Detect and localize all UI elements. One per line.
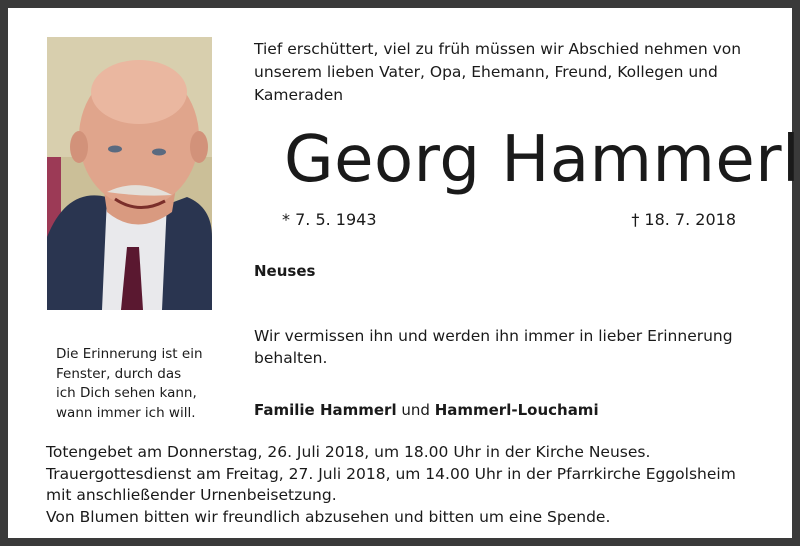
- intro-text: Tief erschüttert, viel zu früh müssen wir Abschied nehmen von unserem lieben Vater, Opa, Ehemann, Freund, Kollegen und Kameraden: [254, 40, 742, 104]
- quote-line: wann immer ich will.: [56, 404, 196, 421]
- memory-text: Wir vermissen ihn und werden ihn immer in lieber Erinnerung behalten.: [254, 327, 733, 367]
- service-line: Totengebet am Donnerstag, 26. Juli 2018, um 18.00 Uhr in der Kirche Neuses.: [46, 443, 651, 461]
- family-name-secondary: Hammerl-Louchami: [434, 401, 599, 419]
- death-date: † 18. 7. 2018: [631, 210, 736, 229]
- deceased-name: Georg Hammerl: [284, 123, 800, 197]
- family-signature: [254, 401, 599, 419]
- service-line: Von Blumen bitten wir freundlich abzusehen und bitten um eine Spende.: [46, 507, 611, 526]
- service-line: mit anschließender Urnenbeisetzung.: [46, 486, 337, 504]
- quote-line: Die Erinnerung ist ein: [56, 346, 203, 362]
- service-details: [46, 442, 766, 528]
- memorial-quote: [56, 345, 216, 423]
- quote-line: ich Dich sehen kann,: [56, 385, 197, 401]
- quote-line: Fenster, durch das: [56, 365, 182, 382]
- family-name-primary: Familie Hammerl: [254, 401, 397, 419]
- obituary-card: [8, 8, 800, 538]
- place-name: Neuses: [254, 262, 316, 280]
- birth-date: * 7. 5. 1943: [282, 210, 377, 229]
- family-connector: und: [401, 401, 430, 419]
- portrait-photo: [47, 37, 212, 310]
- service-line: Trauergottesdienst am Freitag, 27. Juli 2018, um 14.00 Uhr in der Pfarrkirche Eggolsheim: [46, 464, 736, 483]
